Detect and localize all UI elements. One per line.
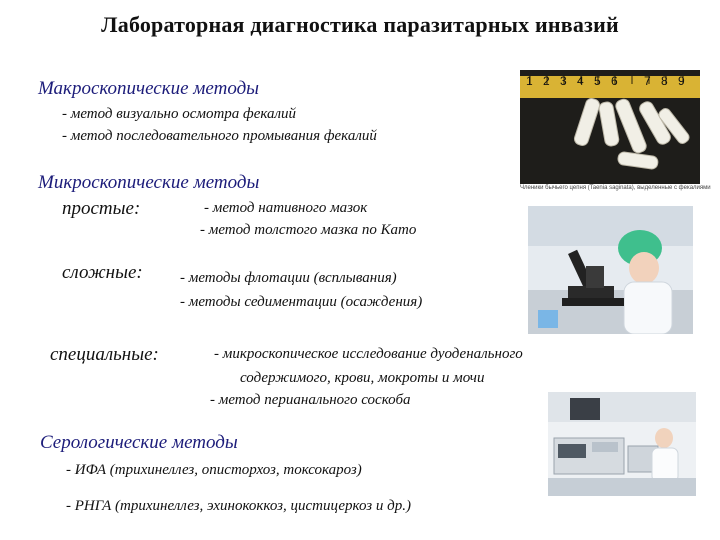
special-item-1: - микроскопическое исследование дуоденального: [214, 346, 523, 362]
ruler-digits: [520, 74, 700, 90]
sero-item-1: - ИФА (трихинеллез, описторхоз, токсокароз): [66, 462, 362, 478]
slide-title: Лабораторная диагностика паразитарных инвазий: [101, 12, 619, 37]
macro-item-2: - метод последовательного промывания фекалий: [62, 128, 377, 144]
macro-heading: Макроскопические методы: [38, 78, 260, 99]
micro-heading: Микроскопические методы: [38, 172, 260, 193]
lab-analyzer-illustration: [548, 392, 696, 496]
simple-item-2: - метод толстого мазка по Като: [200, 222, 417, 238]
ruler-digit-7: 7: [644, 74, 651, 88]
simple-label: простые:: [62, 198, 141, 219]
complex-item-1: - методы флотации (всплывания): [180, 270, 397, 286]
ruler-digit-4: 4: [577, 74, 584, 88]
ruler-digit-3: 3: [560, 74, 567, 88]
macro-item-1: - метод визуально осмотра фекалий: [62, 106, 297, 122]
special-item-2: содержимого, крови, мокроты и мочи: [240, 370, 485, 386]
complex-label: сложные:: [62, 262, 143, 283]
simple-item-1: - метод нативного мазок: [204, 200, 368, 216]
lab-analyzer-photo: [548, 392, 696, 496]
ruler-digit-2: 2: [543, 74, 550, 88]
complex-item-2: - методы седиментации (осаждения): [180, 294, 423, 310]
ruler-digit-9: 9: [678, 74, 685, 88]
ruler-digit-6: 6: [611, 74, 618, 88]
ruler-digit-1: 1: [526, 74, 533, 88]
special-item-3: - метод перианального соскоба: [210, 392, 411, 408]
microscope-photo: [528, 206, 693, 334]
ruler-digit-8: 8: [661, 74, 668, 88]
special-label: специальные:: [50, 344, 159, 365]
ruler-digit-5: 5: [594, 74, 601, 88]
photo-caption: Членики бычьего цепня (Taenia saginata), выделенные с фекалиями: [520, 185, 711, 191]
sero-item-2: - РНГА (трихинеллез, эхинококкоз, цистицеркоз и др.): [66, 498, 411, 514]
microscope-illustration: [528, 206, 693, 334]
sero-heading: Серологические методы: [40, 432, 238, 453]
